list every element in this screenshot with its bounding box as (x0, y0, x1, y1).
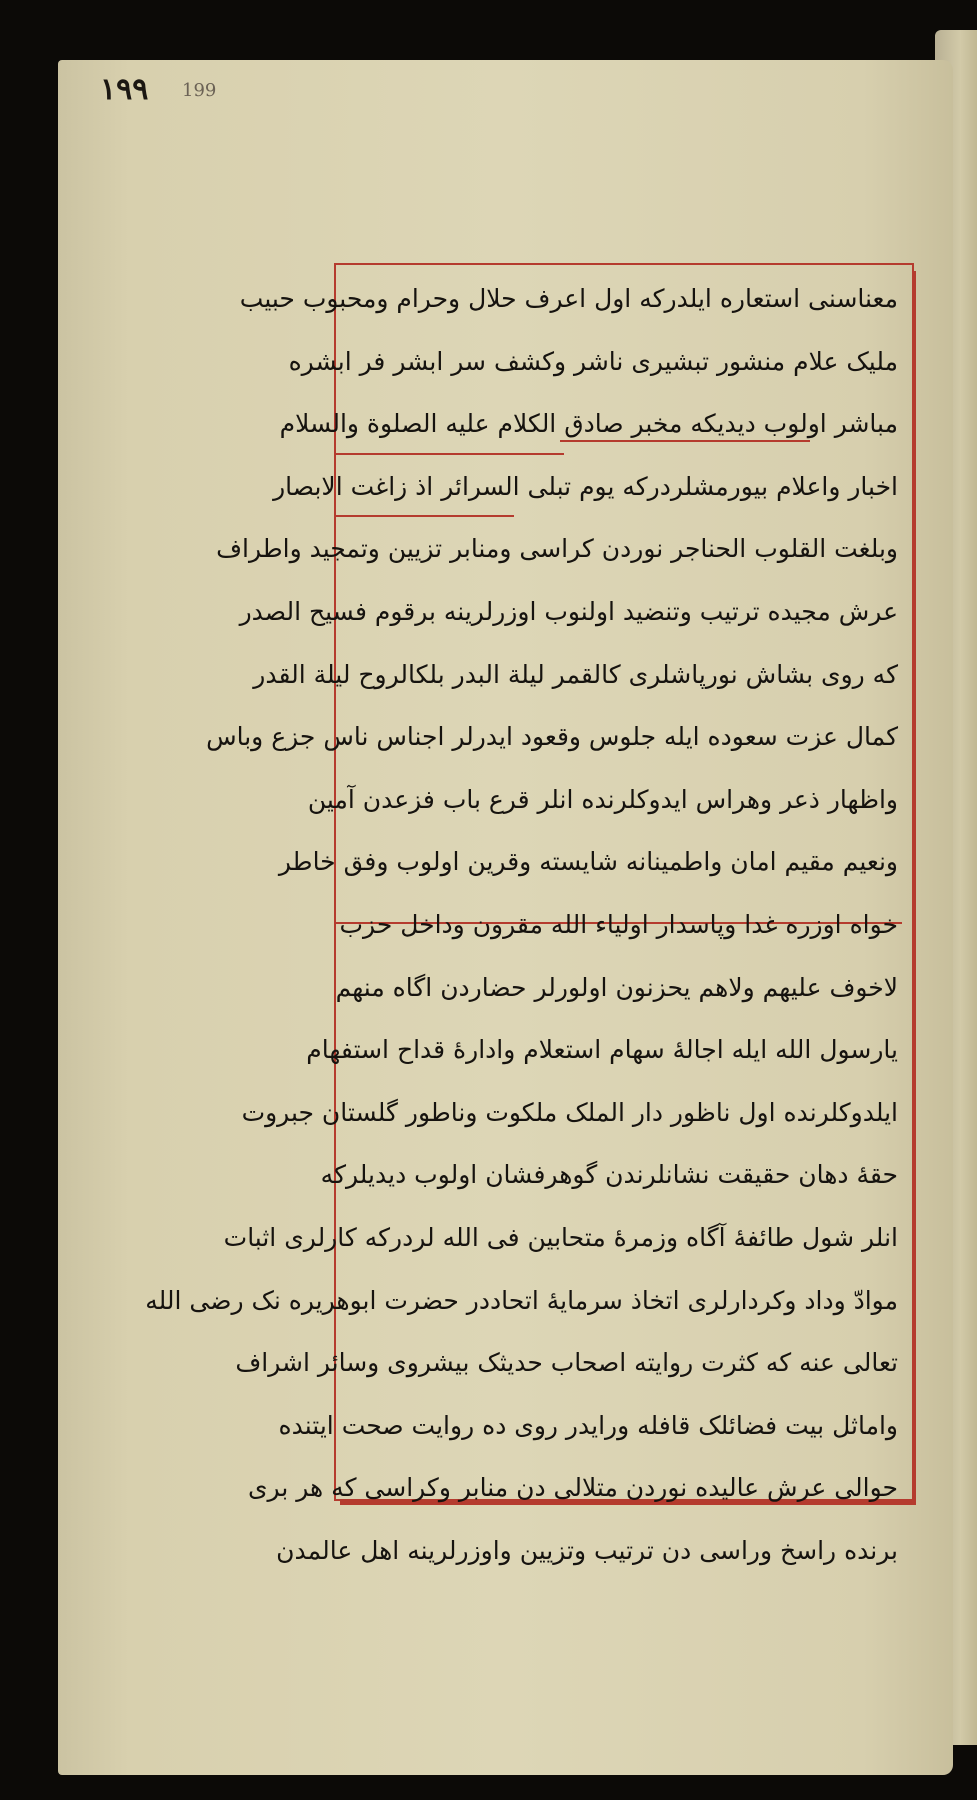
text-line: ایلدوکلرنده اول ناظور دار الملک ملکوت وناطور گلستان جبروت (241, 1097, 898, 1127)
text-line: واماثل بیت فضائلک قافله ورایدر روی ده روایت صحت ایتنده (278, 1410, 898, 1440)
text-line: برنده راسخ وراسی دن ترتیب وتزیین واوزرلرینه اهل عالمدن (276, 1535, 898, 1565)
folio-pencil-number: 199 (182, 80, 217, 101)
text-line: حقهٔ دهان حقیقت نشانلرندن گوهرفشان اولوب دیدیلرکه (320, 1160, 898, 1190)
text-line: مباشر اولوب دیدیکه مخبر صادق الکلام علیه الصلوة والسلام (279, 409, 898, 439)
text-line: کمال عزت سعوده ایله جلوس وقعود ایدرلر اجناس ناس جزع وباس (206, 722, 898, 752)
text-line: لاخوف علیهم ولاهم یحزنون اولورلر حضاردن اگاه منهم (335, 972, 898, 1002)
text-line: اخبار واعلام بیورمشلردرکه یوم تبلی السرائر اذ زاغت الابصار (273, 471, 898, 501)
text-line: معناسنی استعاره ایلدرکه اول اعرف حلال وحرام ومحبوب حبیب (239, 284, 898, 313)
text-line: موادّ وداد وکردارلری اتخاذ سرمایهٔ اتحاددر حضرت ابوهریره نک رضی الله (145, 1285, 898, 1315)
text-line: ملیک علام منشور تبشیری ناشر وکشف سر ابشر فر ابشره (288, 346, 898, 376)
text-line: انلر شول طائفهٔ آگاه وزمرهٔ متحابین فی الله لردرکه کارلری اثبات (223, 1222, 898, 1252)
text-line: یارسول الله ایله اجالهٔ سهام استعلام وادارهٔ قداح استفهام (306, 1035, 898, 1065)
manuscript-text (145, 268, 898, 1582)
text-line: واظهار ذعر وهراس ایدوکلرنده انلر قرع باب فزعدن آمین (307, 784, 898, 814)
text-line: خواه اوزره غدا وپاسدار اولیاء الله مقرون وداخل حزب (339, 909, 898, 939)
text-line: وبلغت القلوب الحناجر نوردن کراسی ومنابر تزیین وتمجید واطراف (216, 534, 898, 564)
text-line: ونعیم مقیم امان واطمینانه شایسته وقرین اولوب وفق خاطر (278, 847, 898, 877)
text-line: تعالی عنه که کثرت روایته اصحاب حدیثک بیشروی وسائر اشراف (235, 1348, 898, 1378)
text-line: عرش مجیده ترتیب وتنضید اولنوب اوزرلرینه برقوم فسیح الصدر (239, 596, 898, 626)
text-line: حوالی عرش عالیده نوردن متلالی دن منابر وکراسی که هر بری (247, 1473, 898, 1503)
text-line: که روی بشاش نورپاشلری کالقمر لیلة البدر بلکالروح لیلة القدر (253, 659, 898, 689)
folio-number: ١٩٩ (100, 72, 149, 107)
